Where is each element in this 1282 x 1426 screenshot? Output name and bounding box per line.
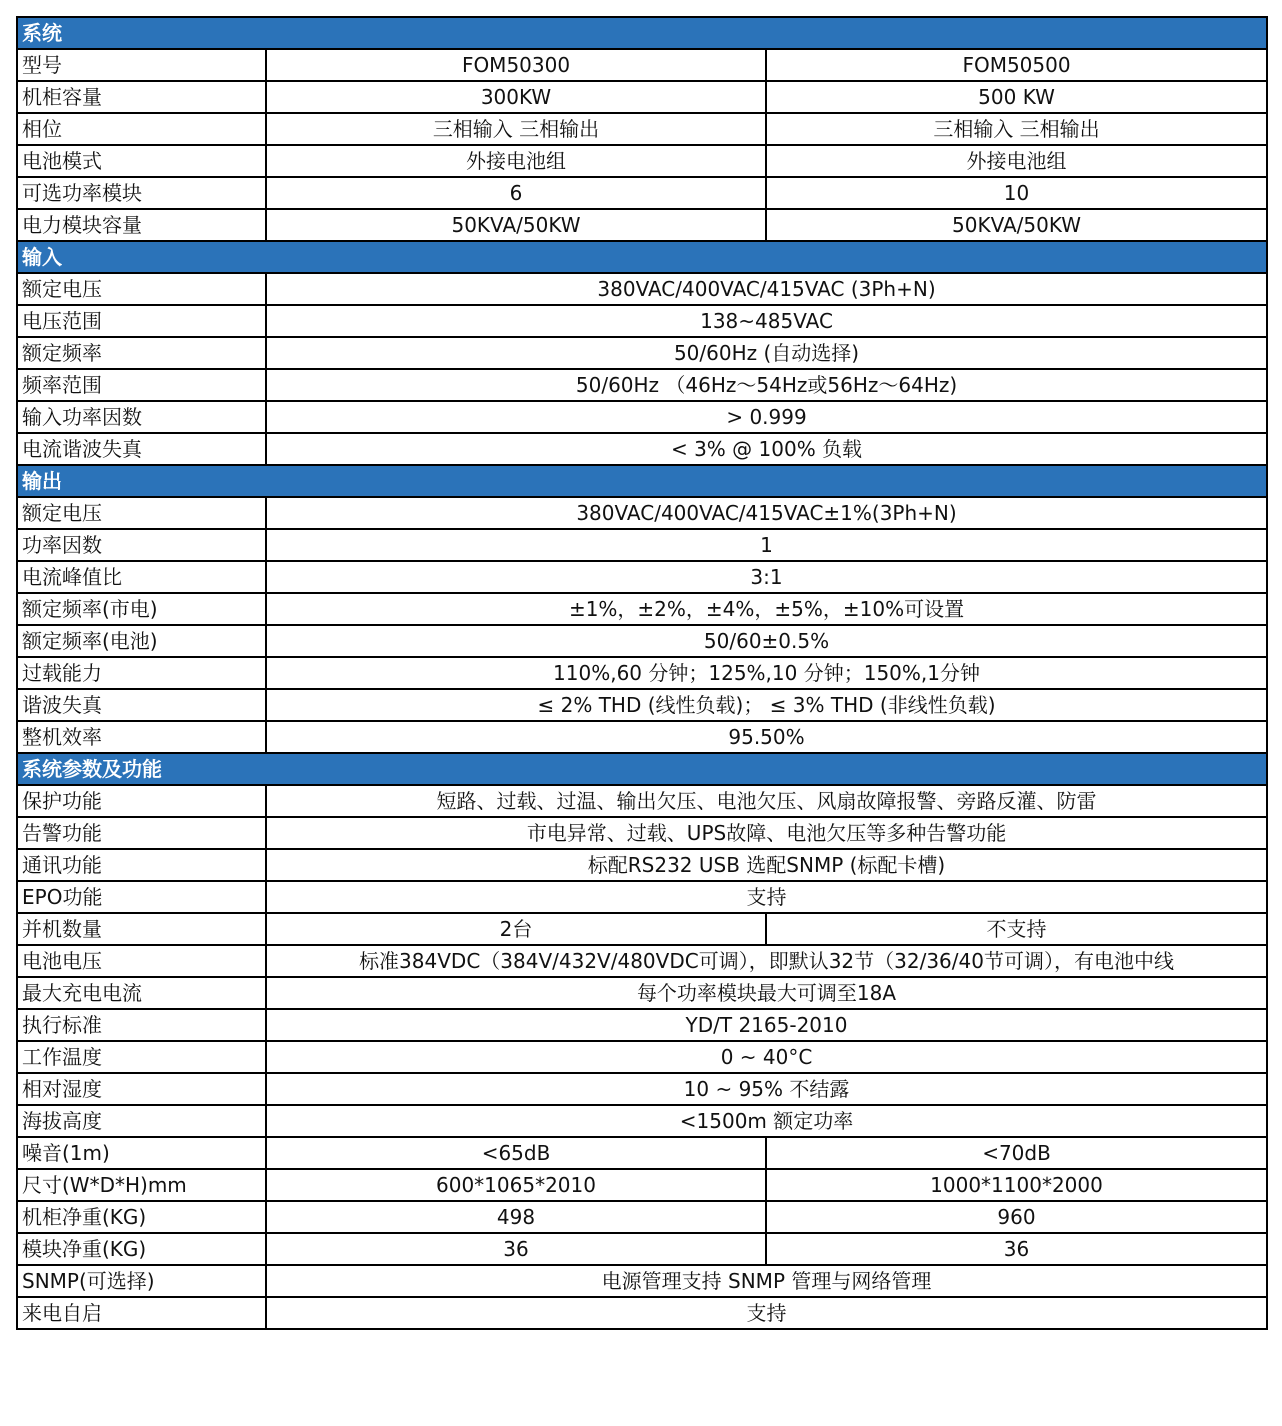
spec-label: 型号 <box>17 49 266 81</box>
spec-label: 额定频率 <box>17 337 266 369</box>
spec-row <box>17 369 1267 401</box>
spec-value-shared: 50/60±0.5% <box>266 625 1267 657</box>
spec-value-fom50300: 36 <box>266 1233 766 1265</box>
spec-row <box>17 1009 1267 1041</box>
spec-value-shared: 标配RS232 USB 选配SNMP (标配卡槽) <box>266 849 1267 881</box>
spec-value-shared: 380VAC/400VAC/415VAC±1%(3Ph+N) <box>266 497 1267 529</box>
spec-value-fom50300: 300KW <box>266 81 766 113</box>
spec-value-shared: 支持 <box>266 1297 1267 1329</box>
spec-label: 输入功率因数 <box>17 401 266 433</box>
spec-value-shared: ±1%，±2%，±4%，±5%，±10%可设置 <box>266 593 1267 625</box>
spec-value-fom50300: 600*1065*2010 <box>266 1169 766 1201</box>
spec-label: 噪音(1m) <box>17 1137 266 1169</box>
spec-label: EPO功能 <box>17 881 266 913</box>
spec-label: 告警功能 <box>17 817 266 849</box>
spec-row <box>17 1201 1267 1233</box>
spec-label: 相对湿度 <box>17 1073 266 1105</box>
spec-value-fom50500: 50KVA/50KW <box>766 209 1267 241</box>
spec-row <box>17 145 1267 177</box>
spec-value-shared: 市电异常、过载、UPS故障、电池欠压等多种告警功能 <box>266 817 1267 849</box>
section-header-row <box>17 753 1267 785</box>
spec-value-fom50500: <70dB <box>766 1137 1267 1169</box>
spec-value-shared: 1 <box>266 529 1267 561</box>
spec-value-fom50500: 10 <box>766 177 1267 209</box>
spec-row <box>17 721 1267 753</box>
spec-label: 机柜容量 <box>17 81 266 113</box>
spec-value-fom50500: 500 KW <box>766 81 1267 113</box>
spec-row <box>17 81 1267 113</box>
spec-value-fom50300: 2台 <box>266 913 766 945</box>
spec-label: 可选功率模块 <box>17 177 266 209</box>
spec-label: 频率范围 <box>17 369 266 401</box>
spec-row <box>17 945 1267 977</box>
spec-value-fom50300: 6 <box>266 177 766 209</box>
spec-label: 电池模式 <box>17 145 266 177</box>
spec-value-shared: 标准384VDC（384V/432V/480VDC可调），即默认32节（32/36/40节可调），有电池中线 <box>266 945 1267 977</box>
spec-label: 模块净重(KG) <box>17 1233 266 1265</box>
spec-label: 海拔高度 <box>17 1105 266 1137</box>
spec-row <box>17 305 1267 337</box>
spec-row <box>17 593 1267 625</box>
spec-label: 电力模块容量 <box>17 209 266 241</box>
spec-row <box>17 1105 1267 1137</box>
spec-value-shared: 380VAC/400VAC/415VAC (3Ph+N) <box>266 273 1267 305</box>
spec-value-shared: 10 ~ 95% 不结露 <box>266 1073 1267 1105</box>
spec-value-shared: 50/60Hz (自动选择) <box>266 337 1267 369</box>
spec-label: 来电自启 <box>17 1297 266 1329</box>
spec-row <box>17 1073 1267 1105</box>
spec-value-shared: 50/60Hz （46Hz～54Hz或56Hz～64Hz) <box>266 369 1267 401</box>
spec-table-body <box>17 17 1267 1329</box>
spec-value-shared: > 0.999 <box>266 401 1267 433</box>
spec-label: 额定频率(电池) <box>17 625 266 657</box>
spec-label: 工作温度 <box>17 1041 266 1073</box>
spec-label: 谐波失真 <box>17 689 266 721</box>
spec-label: 额定频率(市电) <box>17 593 266 625</box>
spec-value-fom50500: 36 <box>766 1233 1267 1265</box>
spec-value-fom50500: 960 <box>766 1201 1267 1233</box>
spec-value-shared: 支持 <box>266 881 1267 913</box>
spec-row <box>17 529 1267 561</box>
spec-value-shared: 138~485VAC <box>266 305 1267 337</box>
spec-label: 额定电压 <box>17 497 266 529</box>
spec-value-fom50300: 498 <box>266 1201 766 1233</box>
spec-label: 相位 <box>17 113 266 145</box>
spec-value-fom50300: 三相输入 三相输出 <box>266 113 766 145</box>
spec-row <box>17 561 1267 593</box>
spec-row <box>17 209 1267 241</box>
spec-value-shared: YD/T 2165-2010 <box>266 1009 1267 1041</box>
spec-row <box>17 1297 1267 1329</box>
spec-label: 尺寸(W*D*H)mm <box>17 1169 266 1201</box>
spec-value-shared: 电源管理支持 SNMP 管理与网络管理 <box>266 1265 1267 1297</box>
spec-row <box>17 913 1267 945</box>
section-header-row <box>17 17 1267 49</box>
spec-label: 执行标准 <box>17 1009 266 1041</box>
spec-row <box>17 113 1267 145</box>
spec-value-fom50300: FOM50300 <box>266 49 766 81</box>
spec-label: 电压范围 <box>17 305 266 337</box>
section-title: 输出 <box>17 465 1267 497</box>
spec-value-fom50300: 50KVA/50KW <box>266 209 766 241</box>
spec-label: 最大充电电流 <box>17 977 266 1009</box>
spec-value-fom50500: FOM50500 <box>766 49 1267 81</box>
spec-value-shared: <1500m 额定功率 <box>266 1105 1267 1137</box>
spec-value-fom50500: 不支持 <box>766 913 1267 945</box>
spec-row <box>17 1265 1267 1297</box>
spec-row <box>17 401 1267 433</box>
section-title: 系统 <box>17 17 1267 49</box>
spec-row <box>17 1041 1267 1073</box>
spec-value-shared: 短路、过载、过温、输出欠压、电池欠压、风扇故障报警、旁路反灌、防雷 <box>266 785 1267 817</box>
spec-value-fom50500: 1000*1100*2000 <box>766 1169 1267 1201</box>
section-title: 系统参数及功能 <box>17 753 1267 785</box>
spec-row <box>17 1233 1267 1265</box>
section-header-row <box>17 241 1267 273</box>
spec-label: SNMP(可选择) <box>17 1265 266 1297</box>
spec-table <box>16 16 1268 1330</box>
spec-value-fom50500: 三相输入 三相输出 <box>766 113 1267 145</box>
spec-value-shared: < 3% @ 100% 负载 <box>266 433 1267 465</box>
spec-row <box>17 497 1267 529</box>
spec-row <box>17 337 1267 369</box>
spec-row <box>17 785 1267 817</box>
spec-value-shared: ≤ 2% THD (线性负载)； ≤ 3% THD (非线性负载) <box>266 689 1267 721</box>
spec-value-shared: 0 ~ 40°C <box>266 1041 1267 1073</box>
spec-row <box>17 625 1267 657</box>
spec-label: 额定电压 <box>17 273 266 305</box>
spec-value-shared: 3:1 <box>266 561 1267 593</box>
spec-value-shared: 每个功率模块最大可调至18A <box>266 977 1267 1009</box>
spec-row <box>17 433 1267 465</box>
spec-row <box>17 977 1267 1009</box>
spec-label: 并机数量 <box>17 913 266 945</box>
spec-value-shared: 110%,60 分钟；125%,10 分钟；150%,1分钟 <box>266 657 1267 689</box>
spec-row <box>17 881 1267 913</box>
spec-value-fom50500: 外接电池组 <box>766 145 1267 177</box>
spec-label: 电流谐波失真 <box>17 433 266 465</box>
spec-label: 电流峰值比 <box>17 561 266 593</box>
spec-row <box>17 49 1267 81</box>
spec-label: 过载能力 <box>17 657 266 689</box>
spec-row <box>17 689 1267 721</box>
spec-label: 整机效率 <box>17 721 266 753</box>
spec-label: 电池电压 <box>17 945 266 977</box>
spec-label: 功率因数 <box>17 529 266 561</box>
section-title: 输入 <box>17 241 1267 273</box>
spec-label: 通讯功能 <box>17 849 266 881</box>
spec-value-shared: 95.50% <box>266 721 1267 753</box>
spec-row <box>17 273 1267 305</box>
spec-row <box>17 177 1267 209</box>
spec-row <box>17 849 1267 881</box>
spec-label: 机柜净重(KG) <box>17 1201 266 1233</box>
spec-value-fom50300: 外接电池组 <box>266 145 766 177</box>
section-header-row <box>17 465 1267 497</box>
spec-row <box>17 1137 1267 1169</box>
spec-row <box>17 817 1267 849</box>
spec-row <box>17 657 1267 689</box>
spec-value-fom50300: <65dB <box>266 1137 766 1169</box>
spec-row <box>17 1169 1267 1201</box>
spec-label: 保护功能 <box>17 785 266 817</box>
